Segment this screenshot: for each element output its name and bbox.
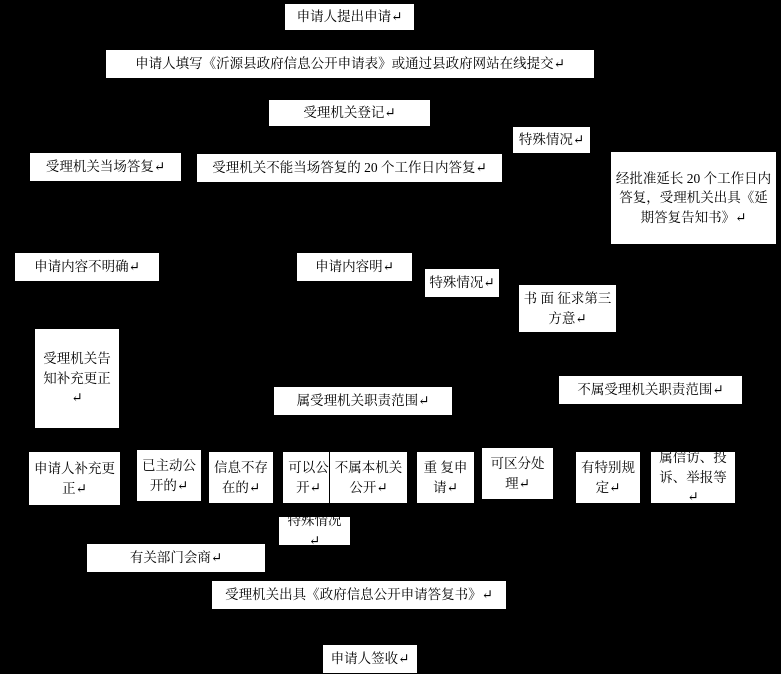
- flow-node-outside-agency-duty: 不属受理机关职责范围↵: [558, 375, 743, 405]
- flow-node-special-provisions: 有特别规定↵: [575, 451, 641, 504]
- flow-node-special-case-1: 特殊情况↵: [512, 126, 591, 154]
- flow-node-consult-departments: 有关部门会商↵: [86, 543, 266, 573]
- flow-node-issue-reply-document: 受理机关出具《政府信息公开申请答复书》↵: [211, 580, 507, 610]
- flow-node-notify-supplement-correct: 受理机关告知补充更正↵: [34, 328, 120, 429]
- flow-node-request-clear: 申请内容明↵: [296, 252, 413, 282]
- flow-node-on-site-reply: 受理机关当场答复↵: [29, 152, 182, 182]
- flow-node-information-not-exist: 信息不存在的↵: [208, 451, 274, 504]
- flow-node-agency-registers: 受理机关登记↵: [268, 99, 431, 127]
- flow-node-special-case-3: 特殊情况↵: [278, 516, 351, 546]
- flow-node-not-this-agency-disclose: 不属本机关公开↵: [329, 451, 408, 504]
- flow-node-extended-reply-notice: 经批准延长 20 个工作日内答复，受理机关出具《延期答复告知书》↵: [610, 151, 777, 245]
- flow-node-special-case-2: 特殊情况↵: [424, 268, 500, 298]
- flow-node-applicant-signs: 申请人签收↵: [322, 644, 418, 674]
- flow-node-reply-within-20-days: 受理机关不能当场答复的 20 个工作日内答复↵: [196, 153, 503, 183]
- flow-node-letters-visits-complaints: 属信访、投诉、举报等↵: [650, 451, 736, 504]
- flow-node-request-unclear: 申请内容不明确↵: [14, 252, 160, 282]
- flow-node-can-disclose: 可以公开↵: [282, 451, 335, 504]
- flow-node-written-third-party-opinion: 书 面 征求第三方意↵: [518, 284, 617, 333]
- flow-node-duplicate-request: 重 复申请↵: [416, 451, 475, 504]
- flow-node-fill-form-or-online: 申请人填写《沂源县政府信息公开申请表》或通过县政府网站在线提交↵: [105, 49, 595, 79]
- flow-node-applicant-supplements: 申请人补充更正↵: [28, 451, 121, 506]
- flow-node-within-agency-duty: 属受理机关职责范围↵: [273, 386, 453, 416]
- flow-node-separable-handling: 可区分处理↵: [481, 447, 554, 500]
- flow-node-already-disclosed: 已主动公开的↵: [136, 449, 202, 502]
- flow-node-applicant-submits: 申请人提出申请↵: [284, 3, 415, 31]
